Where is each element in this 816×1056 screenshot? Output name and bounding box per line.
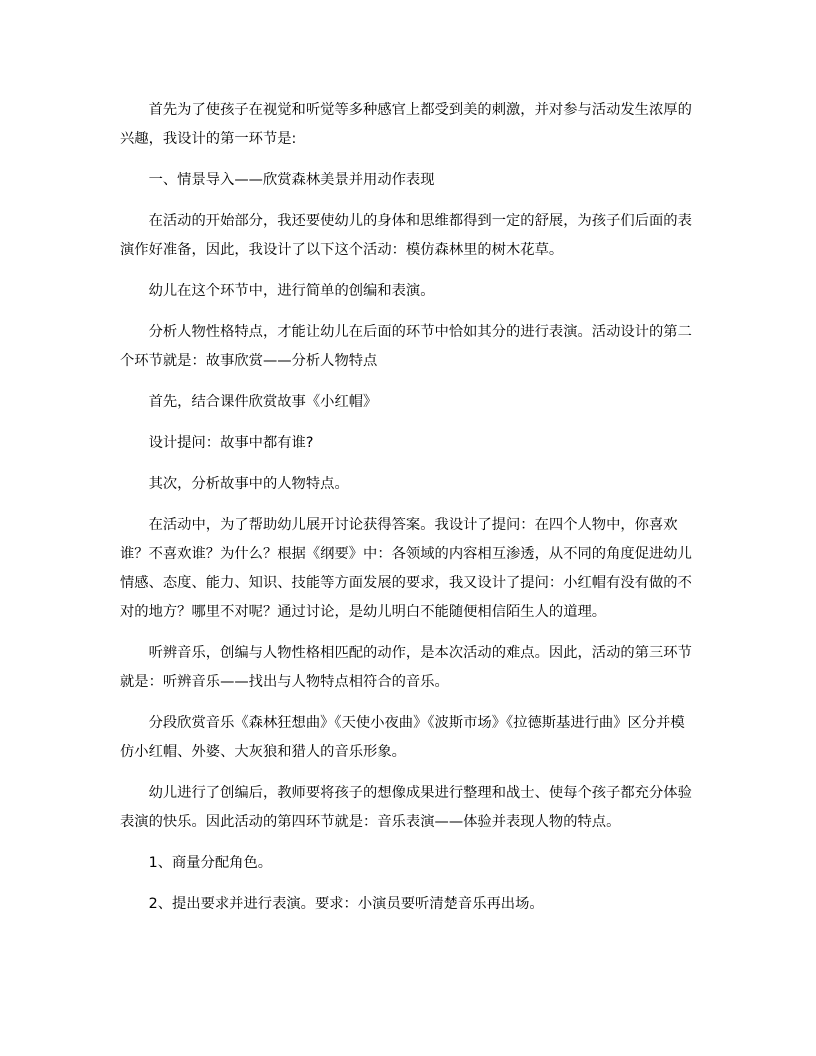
paragraph-music-difficulty: 听辨音乐，创编与人物性格相匹配的动作，是本次活动的难点。因此，活动的第三环节就是：听辨音乐——找出与人物特点相符合的音乐。 — [120, 645, 692, 690]
paragraph-story: 首先，结合课件欣赏故事《小红帽》 — [148, 394, 378, 410]
paragraph-discussion: 在活动中，为了帮助幼儿展开讨论获得答案。我设计了提问：在四个人物中，你喜欢谁？不喜欢谁？为什么？根据《纲要》中：各领域的内容相互渗透，从不同的角度促进幼儿情感、态度、能力、知识、技能等方面发展的要求，我又设计了提问：小红帽有没有做的不对的地方？哪里不对呢？通过讨论，是幼儿明白不能随便相信陌生人的道理。 — [120, 517, 692, 620]
paragraph-opening: 在活动的开始部分，我还要使幼儿的身体和思维都得到一定的舒展，为孩子们后面的表演作好准备，因此，我设计了以下这个活动：模仿森林里的树木花草。 — [120, 213, 692, 258]
paragraph-analysis: 分析人物性格特点，才能让幼儿在后面的环节中恰如其分的进行表演。活动设计的第二个环节就是：故事欣赏——分析人物特点 — [120, 324, 692, 369]
paragraph-performance: 幼儿进行了创编后，教师要将孩子的想像成果进行整理和战士、使每个孩子都充分体验表演的快乐。因此活动的第四环节就是：音乐表演——体验并表现人物的特点。 — [120, 785, 692, 830]
paragraph-creation: 幼儿在这个环节中，进行简单的创编和表演。 — [148, 283, 435, 299]
paragraph-music-pieces: 分段欣赏音乐《森林狂想曲》《天使小夜曲》《波斯市场》《拉德斯基进行曲》区分并模仿小红帽、外婆、大灰狼和猎人的音乐形象。 — [120, 715, 685, 760]
list-item-requirements: 2、提出要求并进行表演。要求：小演员要听清楚音乐再出场。 — [148, 896, 544, 912]
document-body — [120, 96, 695, 931]
paragraph-intro: 首先为了使孩子在视觉和听觉等多种感官上都受到美的刺激，并对参与活动发生浓厚的兴趣，我设计的第一环节是: — [120, 102, 692, 147]
paragraph-characters: 其次，分析故事中的人物特点。 — [148, 476, 349, 492]
paragraph-question: 设计提问：故事中都有谁? — [148, 435, 314, 451]
list-item-roles: 1、商量分配角色。 — [148, 855, 273, 871]
section-heading-1: 一、情景导入——欣赏森林美景并用动作表现 — [148, 172, 435, 188]
